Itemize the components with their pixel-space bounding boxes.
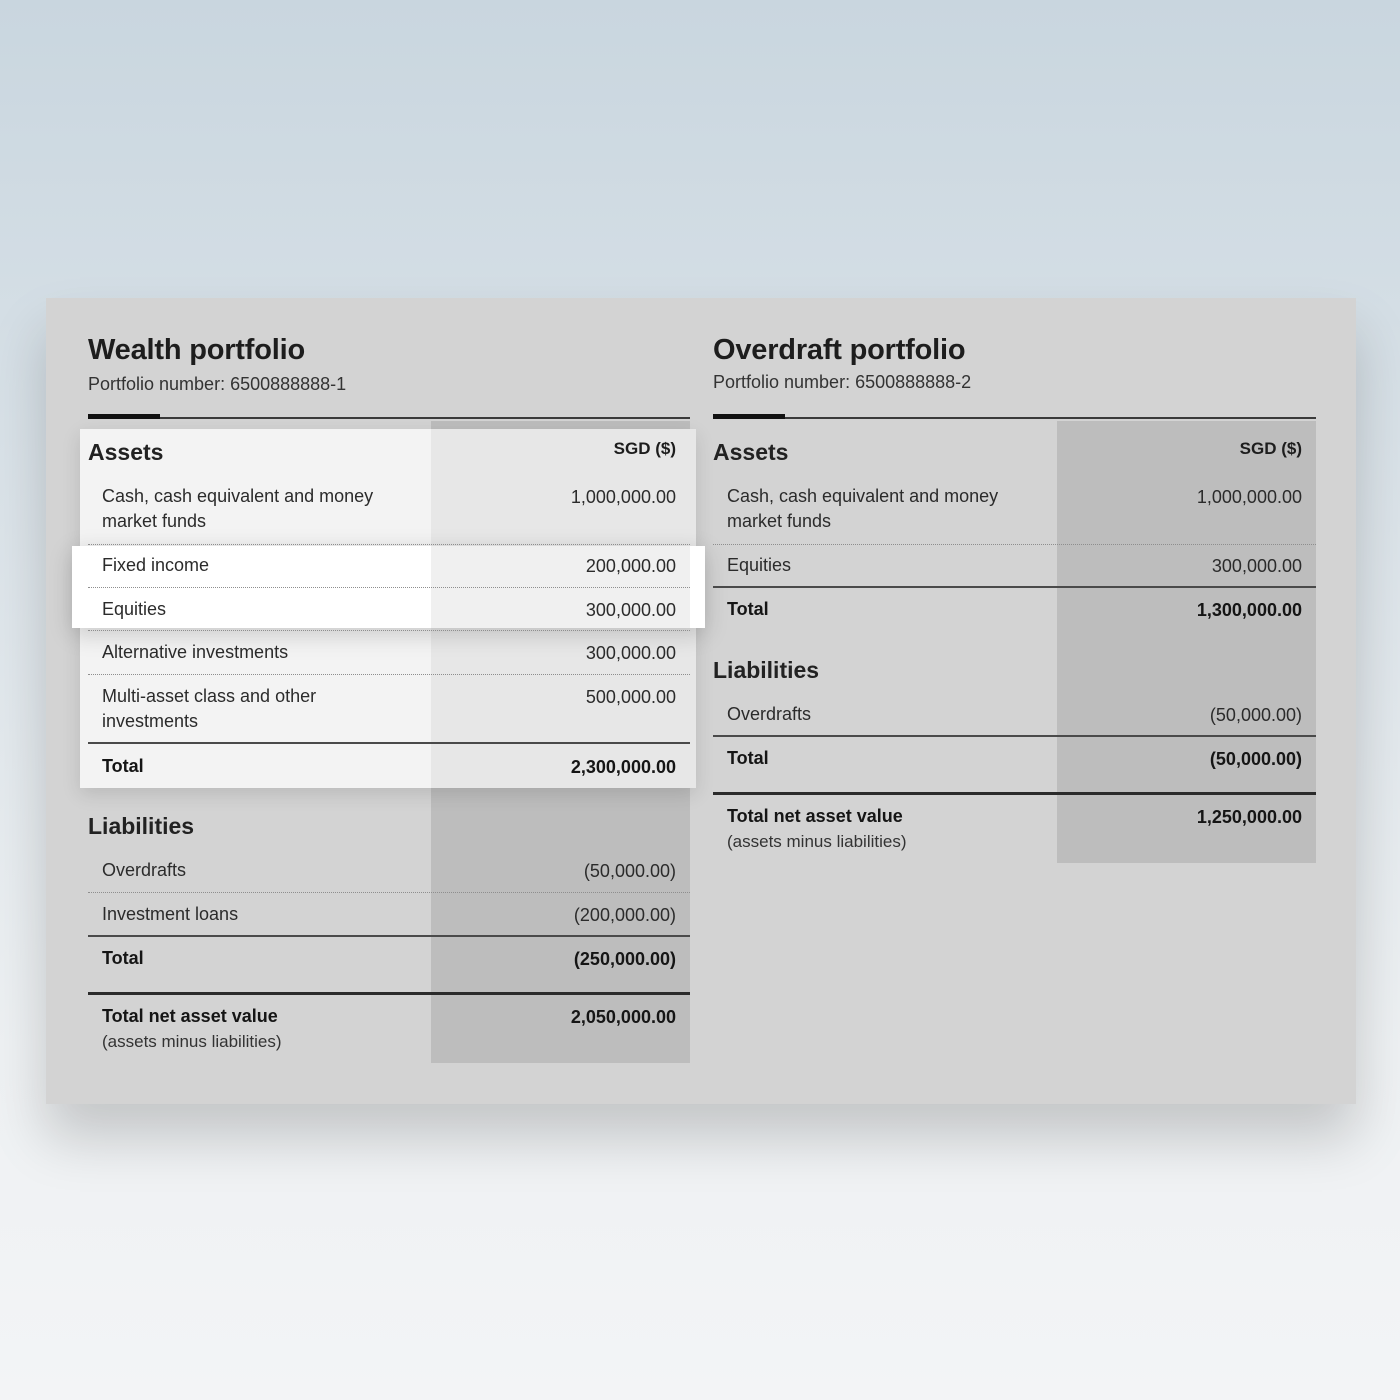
- overdraft-nav-label: Total net asset value: [727, 806, 903, 826]
- row-divider: [88, 587, 690, 588]
- wealth-asset-amount: 300,000.00: [585, 643, 676, 663]
- wealth-liability-amount: (50,000.00): [583, 861, 676, 881]
- wealth-nav-label: Total net asset value: [102, 1006, 278, 1026]
- wealth-portfolio-title: Wealth portfolio: [88, 334, 305, 366]
- row-rule: [88, 935, 690, 937]
- overdraft-assets-total-amount: 1,300,000.00: [1196, 600, 1302, 620]
- row-divider: [88, 892, 690, 893]
- row-divider: [88, 674, 690, 675]
- overdraft-liability-amount: (50,000.00): [1209, 705, 1302, 725]
- row-rule: [713, 586, 1316, 588]
- overdraft-portfolio-title: Overdraft portfolio: [713, 334, 966, 366]
- row-divider: [88, 544, 690, 545]
- overdraft-nav-amount: 1,250,000.00: [1196, 807, 1302, 827]
- row-rule: [713, 792, 1316, 795]
- overdraft-asset-label: Cash, cash equivalent and money market funds: [727, 486, 999, 531]
- row-rule: [88, 742, 690, 744]
- wealth-top-rule: [88, 417, 690, 419]
- wealth-asset-label: Multi-asset class and other investments: [102, 686, 317, 731]
- overdraft-liabilities-heading: Liabilities: [713, 657, 820, 683]
- overdraft-top-rule: [713, 417, 1316, 419]
- wealth-portfolio-number: Portfolio number: 6500888888-1: [88, 374, 347, 394]
- overdraft-portfolio-number: Portfolio number: 6500888888-2: [713, 372, 972, 392]
- wealth-assets-heading: Assets: [88, 439, 164, 465]
- wealth-liability-amount: (200,000.00): [573, 905, 676, 925]
- overdraft-assets-total-label: Total: [727, 599, 769, 619]
- wealth-liabilities-total-amount: (250,000.00): [573, 949, 676, 969]
- row-rule: [713, 735, 1316, 737]
- overdraft-liabilities-total-amount: (50,000.00): [1209, 749, 1302, 769]
- wealth-asset-label: Fixed income: [102, 555, 210, 575]
- overdraft-nav-sublabel: (assets minus liabilities): [727, 832, 907, 851]
- wealth-asset-label: Alternative investments: [102, 642, 289, 662]
- wealth-asset-amount: 1,000,000.00: [570, 487, 676, 507]
- wealth-asset-label: Equities: [102, 599, 167, 619]
- wealth-asset-label: Cash, cash equivalent and money market funds: [102, 486, 374, 531]
- overdraft-asset-label: Equities: [727, 555, 792, 575]
- overdraft-currency-header: SGD ($): [1239, 439, 1302, 458]
- wealth-top-accent: [88, 414, 160, 419]
- overdraft-asset-amount: 1,000,000.00: [1196, 487, 1302, 507]
- portfolio-summary-card: [46, 298, 1356, 1104]
- wealth-asset-amount: 500,000.00: [585, 687, 676, 707]
- row-rule: [88, 992, 690, 995]
- row-divider: [88, 630, 690, 631]
- wealth-asset-amount: 300,000.00: [585, 600, 676, 620]
- overdraft-assets-heading: Assets: [713, 439, 789, 465]
- wealth-assets-total-label: Total: [102, 756, 144, 776]
- wealth-liability-label: Overdrafts: [102, 860, 187, 880]
- wealth-liabilities-heading: Liabilities: [88, 813, 195, 839]
- overdraft-liability-label: Overdrafts: [727, 704, 812, 724]
- row-divider: [713, 544, 1316, 545]
- wealth-nav-sublabel: (assets minus liabilities): [102, 1032, 282, 1051]
- overdraft-top-accent: [713, 414, 785, 419]
- wealth-currency-header: SGD ($): [613, 439, 676, 458]
- wealth-assets-total-amount: 2,300,000.00: [570, 757, 676, 777]
- wealth-liability-label: Investment loans: [102, 904, 239, 924]
- wealth-asset-amount: 200,000.00: [585, 556, 676, 576]
- overdraft-asset-amount: 300,000.00: [1211, 556, 1302, 576]
- overdraft-liabilities-total-label: Total: [727, 748, 769, 768]
- wealth-liabilities-total-label: Total: [102, 948, 144, 968]
- wealth-nav-amount: 2,050,000.00: [570, 1007, 676, 1027]
